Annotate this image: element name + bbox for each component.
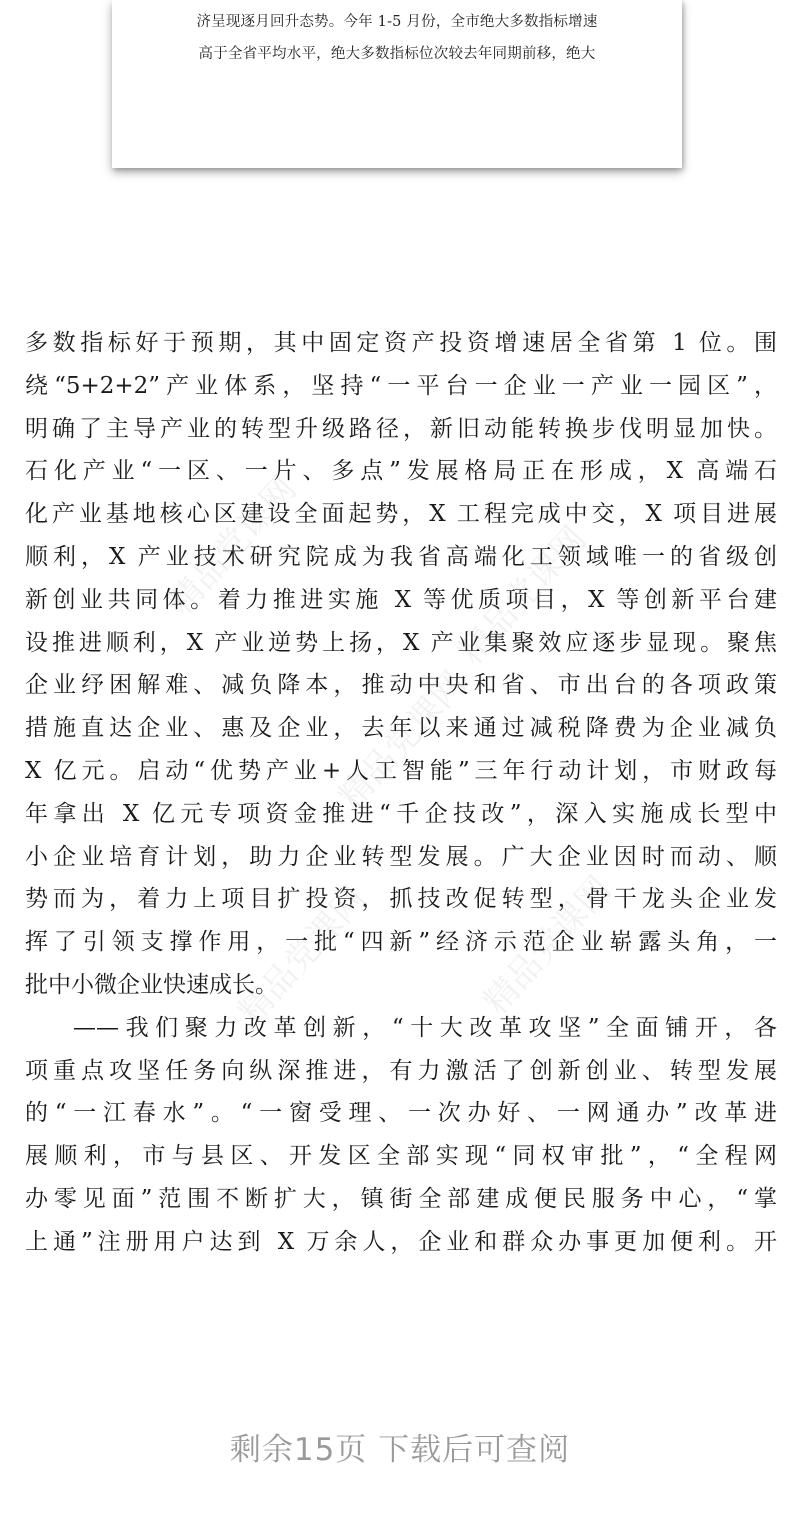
body-line: 批中小微企业快速成长。 xyxy=(25,971,278,998)
body-line: 年拿出 X 亿元专项资金推进“千企技改”，深入实施成长型中 xyxy=(25,800,777,827)
body-line: 挥了引领支撑作用，一批“四新”经济示范企业崭露头角，一 xyxy=(25,929,777,956)
watermark-text: 精品党课网 xyxy=(230,879,375,1033)
body-line: 项重点攻坚任务向纵深推进，有力激活了创新创业、转型发展 xyxy=(25,1057,777,1084)
remaining-pages-download-prompt[interactable]: 剩余15页 下载后可查阅 xyxy=(229,1432,571,1468)
body-line: 企业纾困解难、减负降本，推动中央和省、市出台的各项政策 xyxy=(25,672,777,699)
previous-page-line: 高于全省平均水平，绝大多数指标位次较去年同期前移，绝大 xyxy=(198,46,596,62)
body-line: 措施直达企业、惠及企业，去年以来通过减税降费为企业减负 xyxy=(25,715,777,742)
body-line: 新创业共同体。着力推进实施 X 等优质项目，X 等创新平台建 xyxy=(25,586,777,613)
document-body xyxy=(25,322,777,1264)
watermark-text: 精品党课网 xyxy=(450,519,595,673)
body-line: 势而为，着力上项目扩投资，抓技改促转型，骨干龙头企业发 xyxy=(25,886,777,913)
body-line: 小企业培育计划，助力企业转型发展。广大企业因时而动、顺 xyxy=(25,843,777,870)
watermark-text: 精品党课网 xyxy=(160,469,305,623)
body-line: 上通”注册用户达到 X 万余人，企业和群众办事更加便利。开 xyxy=(25,1228,777,1255)
body-line: 设推进顺利，X 产业逆势上扬，X 产业集聚效应逐步显现。聚焦 xyxy=(25,629,777,656)
previous-page-card xyxy=(112,0,682,168)
watermark-text: 精品党课网 xyxy=(330,664,475,818)
body-line: 顺利，X 产业技术研究院成为我省高端化工领域唯一的省级创 xyxy=(25,543,777,570)
body-line: 展顺利，市与县区、开发区全部实现“同权审批”，“全程网 xyxy=(25,1143,777,1170)
body-line: 明确了主导产业的转型升级路径，新旧动能转换步伐明显加快。 xyxy=(25,415,777,442)
body-line-paragraph-start: ——我们聚力改革创新，“十大改革攻坚”全面铺开，各 xyxy=(73,1014,777,1041)
body-line: X 亿元。启动“优势产业+人工智能”三年行动计划，市财政每 xyxy=(25,757,777,784)
body-line: 的“一江春水”。“一窗受理、一次办好、一网通办”改革进 xyxy=(25,1100,777,1127)
body-line: 办零见面”范围不断扩大，镇街全部建成便民服务中心，“掌 xyxy=(25,1185,777,1212)
body-line: 多数指标好于预期，其中固定资产投资增速居全省第 1 位。围 xyxy=(25,330,777,356)
body-line: 石化产业“一区、一片、多点”发展格局正在形成，X 高端石 xyxy=(25,458,777,485)
previous-page-line: 济呈现逐月回升态势。今年 1-5 月份，全市绝大多数指标增速 xyxy=(196,14,598,30)
body-line: 化产业基地核心区建设全面起势，X 工程完成中交，X 项目进展 xyxy=(25,501,777,528)
body-line: 绕“5+2+2”产业体系，坚持“一平台一企业一产业一园区”， xyxy=(25,372,777,399)
watermark-text: 精品党课网 xyxy=(475,869,620,1023)
